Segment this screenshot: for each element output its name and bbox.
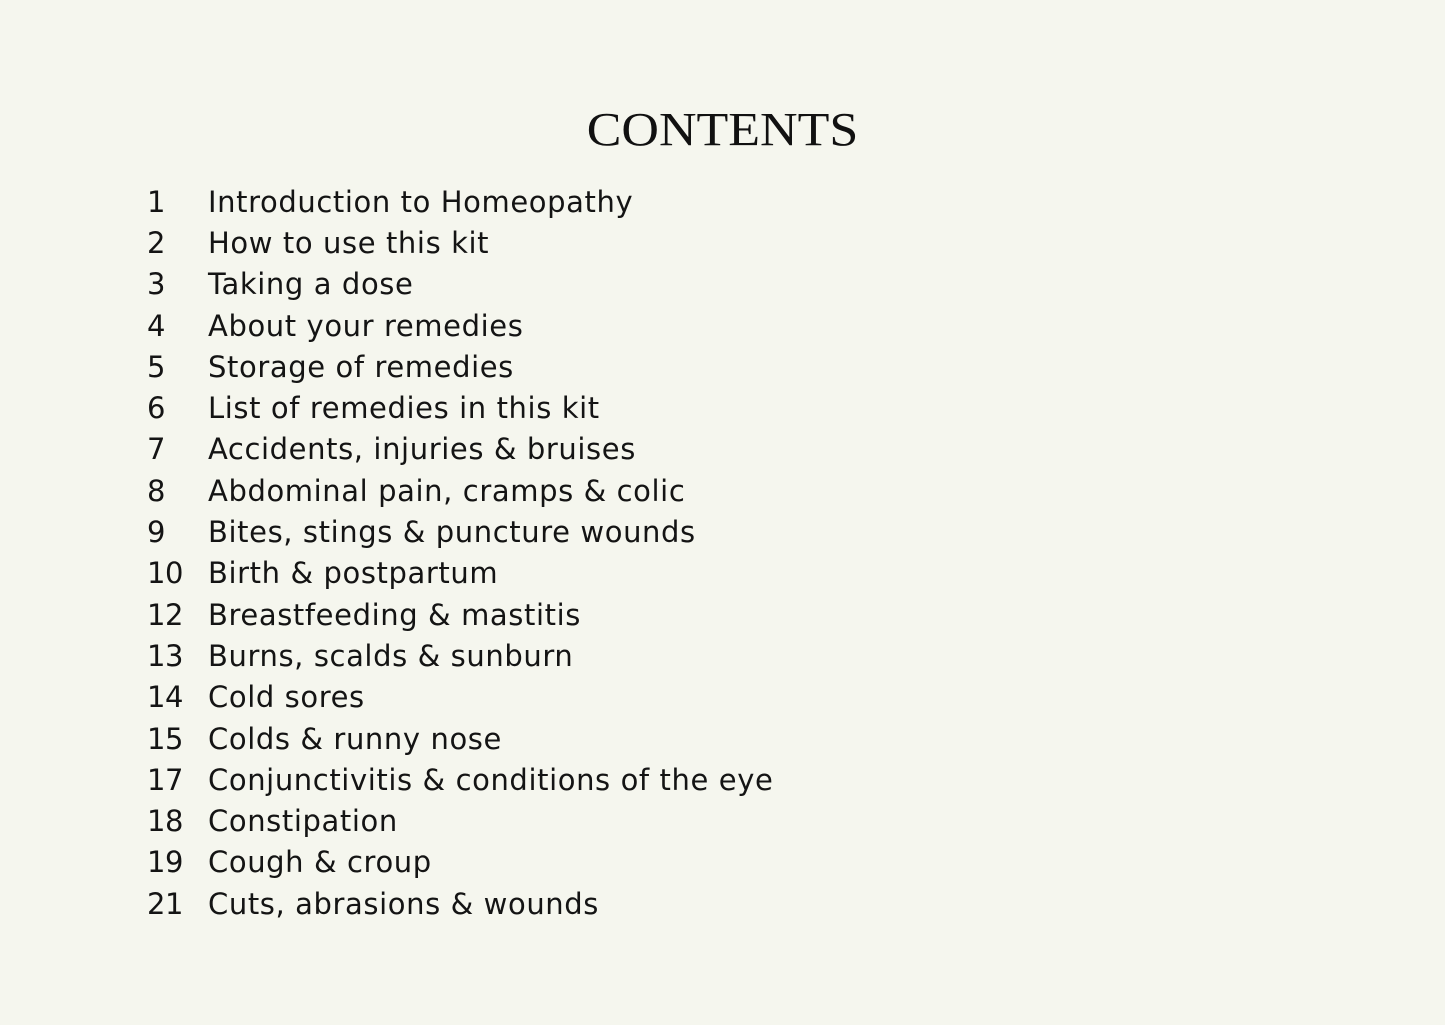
toc-entry	[147, 635, 773, 676]
toc-entry-title: Abdominal pain, cramps & colic	[208, 473, 686, 508]
toc-entry	[147, 346, 773, 387]
toc-entry-title: Birth & postpartum	[208, 556, 499, 591]
toc-entry-title: Cold sores	[208, 680, 365, 715]
toc-entry	[147, 677, 773, 718]
toc-page-number: 8	[147, 473, 165, 508]
toc-page-number: 19	[147, 845, 183, 880]
table-of-contents	[147, 181, 773, 924]
toc-page-number: 3	[147, 267, 165, 302]
toc-entry-title: Colds & runny nose	[208, 721, 502, 756]
toc-entry-title: Constipation	[208, 804, 398, 839]
toc-entry	[147, 222, 773, 263]
toc-entry	[147, 594, 773, 635]
toc-page-number: 15	[147, 721, 183, 756]
toc-entry	[147, 553, 773, 594]
toc-entry-title: List of remedies in this kit	[208, 391, 600, 426]
toc-entry-title: Introduction to Homeopathy	[208, 184, 634, 219]
toc-entry	[147, 305, 773, 346]
toc-entry-title: Conjunctivitis & conditions of the eye	[208, 762, 774, 797]
toc-entry-title: Cuts, abrasions & wounds	[208, 886, 600, 921]
toc-entry	[147, 883, 773, 924]
toc-page-number: 13	[147, 638, 183, 673]
toc-entry	[147, 387, 773, 428]
toc-page-number: 18	[147, 804, 183, 839]
toc-entry-title: Breastfeeding & mastitis	[208, 597, 581, 632]
toc-page-number: 10	[147, 556, 183, 591]
page-title: CONTENTS	[586, 104, 859, 157]
toc-entry	[147, 800, 773, 841]
toc-page-number: 9	[147, 515, 165, 550]
toc-entry-title: Accidents, injuries & bruises	[208, 432, 636, 467]
toc-entry-title: About your remedies	[208, 308, 524, 343]
toc-entry	[147, 181, 773, 222]
toc-entry-title: Storage of remedies	[208, 349, 514, 384]
toc-entry	[147, 429, 773, 470]
toc-page-number: 2	[147, 225, 165, 260]
toc-entry-title: Cough & croup	[208, 845, 432, 880]
toc-entry	[147, 842, 773, 883]
toc-page-number: 21	[147, 886, 183, 921]
toc-entry	[147, 718, 773, 759]
toc-page-number: 5	[147, 349, 165, 384]
toc-entry-title: How to use this kit	[208, 225, 490, 260]
toc-page-number: 7	[147, 432, 165, 467]
toc-entry	[147, 470, 773, 511]
toc-page-number: 1	[147, 184, 165, 219]
toc-page-number: 12	[147, 597, 183, 632]
toc-entry-title: Bites, stings & puncture wounds	[208, 515, 696, 550]
toc-page-number: 14	[147, 680, 183, 715]
toc-entry	[147, 759, 773, 800]
toc-page-number: 6	[147, 391, 165, 426]
toc-entry-title: Taking a dose	[208, 267, 414, 302]
toc-entry	[147, 264, 773, 305]
toc-entry-title: Burns, scalds & sunburn	[208, 638, 574, 673]
toc-page-number: 17	[147, 762, 183, 797]
toc-entry	[147, 511, 773, 552]
toc-page-number: 4	[147, 308, 165, 343]
